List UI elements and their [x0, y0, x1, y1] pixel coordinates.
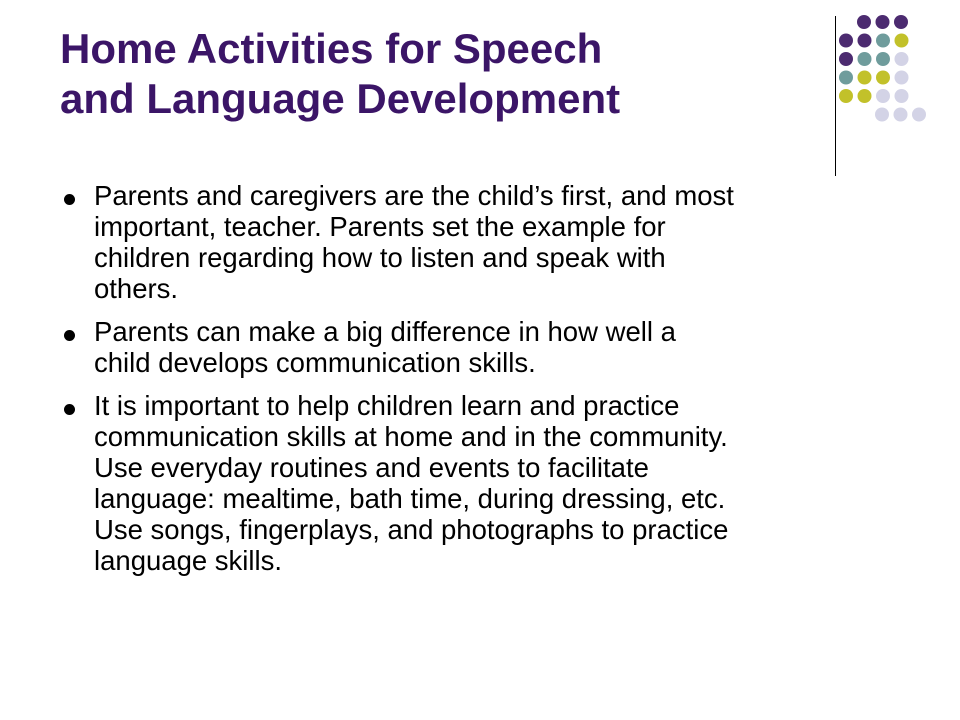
decorative-dot [895, 71, 909, 85]
bullet-text [94, 390, 910, 576]
bullet-list [60, 180, 910, 588]
decorative-dot [895, 89, 909, 103]
bullet-line: Parents can make a big difference in how well a [94, 316, 676, 347]
bullet-line: Use songs, fingerplays, and photographs to practice [94, 514, 729, 545]
bullet-line: language skills. [94, 545, 283, 576]
bullet-line: It is important to help children learn and practice [94, 390, 680, 421]
decorative-dot [876, 89, 890, 103]
decorative-dot [895, 52, 909, 66]
decorative-dot [876, 71, 890, 85]
decorative-dot [895, 34, 909, 48]
bullet-dot-icon [64, 194, 75, 205]
decorative-dot [912, 108, 926, 122]
bullet-item [60, 180, 910, 304]
bullet-line: communication skills at home and in the community. [94, 421, 728, 452]
bullet-item [60, 316, 910, 378]
decorative-dot [839, 89, 853, 103]
decorative-dot [839, 52, 853, 66]
decorative-dot [857, 15, 871, 29]
decorative-dot [858, 89, 872, 103]
bullet-line: others. [94, 273, 179, 304]
title-line-2: and Language Development [60, 75, 621, 122]
bullet-line: children regarding how to listen and speak with [94, 242, 666, 273]
bullet-item [60, 390, 910, 576]
decorative-dot [858, 71, 872, 85]
decorative-dot [858, 34, 872, 48]
bullet-line: Parents and caregivers are the child’s first, and most [94, 180, 734, 211]
bullet-line: Use everyday routines and events to facilitate [94, 452, 649, 483]
bullet-text [94, 180, 910, 304]
bullet-dot-icon [64, 330, 75, 341]
decorative-dot [875, 108, 889, 122]
bullet-line: important, teacher. Parents set the example for [94, 211, 666, 242]
decorative-dot [876, 15, 890, 29]
decorative-dot [894, 108, 908, 122]
vertical-divider [835, 16, 836, 176]
bullet-text [94, 316, 910, 378]
title-line-1: Home Activities for Speech [60, 25, 603, 72]
bullet-line: child develops communication skills. [94, 347, 536, 378]
slide-title [60, 24, 820, 124]
decorative-dot [839, 34, 853, 48]
decorative-dot [839, 71, 853, 85]
decorative-dot [858, 52, 872, 66]
bullet-line: language: mealtime, bath time, during dressing, etc. [94, 483, 726, 514]
bullet-dot-icon [64, 404, 75, 415]
decorative-dot [876, 34, 890, 48]
decorative-dot [894, 15, 908, 29]
decorative-dot [876, 52, 890, 66]
